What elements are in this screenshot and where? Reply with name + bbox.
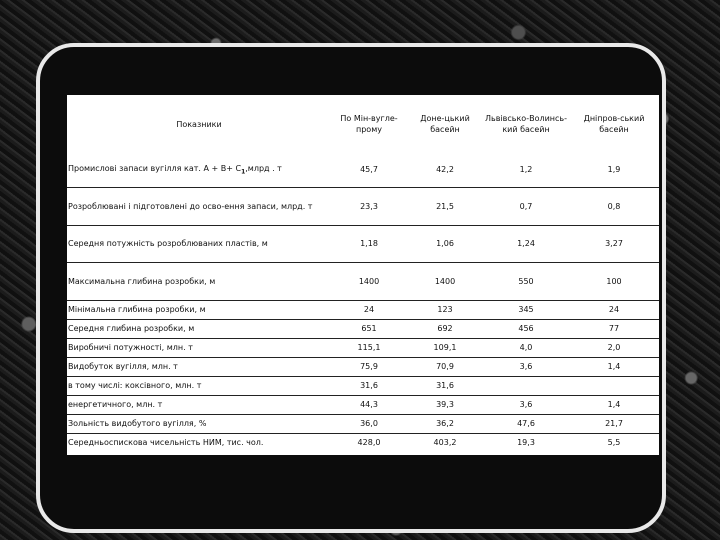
cell-value: 1400 xyxy=(434,276,456,286)
cell-value: 21,5 xyxy=(436,201,454,211)
cell-value: 109,1 xyxy=(433,343,457,352)
row-label: Максимальна глибина розробки, м xyxy=(68,276,216,286)
cell-value: 3,6 xyxy=(519,362,533,371)
cell-value: 345 xyxy=(518,305,534,314)
row-label-text: Промислові запаси вугілля кат. А + В+ С xyxy=(68,163,242,173)
cell-value: 42,2 xyxy=(436,165,454,175)
cell-value: 36,2 xyxy=(436,419,454,428)
table-row xyxy=(67,187,659,225)
header-dnipro-basin: Дніпров-ський басейн xyxy=(583,114,645,134)
cell-value: 428,0 xyxy=(357,438,381,448)
cell-value: 1,2 xyxy=(519,165,533,175)
cell-value: 403,2 xyxy=(433,438,457,448)
row-label: Виробничі потужності, млн. т xyxy=(68,343,193,352)
cell-value: 456 xyxy=(518,324,534,333)
row-label-unit: ,млрд . т xyxy=(245,163,282,173)
table-row xyxy=(67,338,659,357)
coal-indicators-table xyxy=(67,95,659,452)
header-indicators: Показники xyxy=(176,119,222,129)
cell-value: 70,9 xyxy=(436,362,454,371)
row-label xyxy=(67,153,331,187)
cell-value: 47,6 xyxy=(517,419,535,428)
cell-value: 1,4 xyxy=(607,362,621,371)
cell-value: 1,4 xyxy=(607,400,621,409)
cell-value: 19,3 xyxy=(517,438,535,448)
cell-value: 1,9 xyxy=(607,165,621,175)
row-label-subscript: 1 xyxy=(241,168,246,176)
table-row xyxy=(67,433,659,452)
cell-value: 692 xyxy=(437,324,453,333)
row-label: Видобуток вугілля, млн. т xyxy=(68,362,178,371)
cell-value: 39,3 xyxy=(436,400,454,409)
cell-value: 1,06 xyxy=(436,239,454,248)
cell-value: 3,6 xyxy=(519,400,533,409)
cell-value: 1,18 xyxy=(360,239,378,248)
cell-value: 31,6 xyxy=(360,381,378,390)
row-label: в тому числі: коксівного, млн. т xyxy=(68,381,202,390)
cell-value: 4,0 xyxy=(519,343,533,352)
cell-value: 0,8 xyxy=(607,201,621,211)
cell-value: 77 xyxy=(608,324,620,333)
table-row xyxy=(67,300,659,319)
row-label: Середньоспискова чисельність НИМ, тис. чол. xyxy=(68,438,264,448)
cell-value: 651 xyxy=(361,324,377,333)
table-row xyxy=(67,153,659,187)
cell-value: 5,5 xyxy=(607,438,621,448)
row-label: Розроблювані і підготовлені до осво-ення запаси, млрд. т xyxy=(68,201,313,211)
cell-value xyxy=(569,376,659,395)
row-label: Середня глибина розробки, м xyxy=(68,324,195,333)
cell-value: 0,7 xyxy=(519,201,533,211)
cell-value: 24 xyxy=(363,305,375,314)
cell-value: 75,9 xyxy=(360,362,378,371)
table-row xyxy=(67,376,659,395)
table-row xyxy=(67,357,659,376)
row-label: Зольність видобутого вугілля, % xyxy=(68,419,207,428)
cell-value: 36,0 xyxy=(360,419,378,428)
table-header-row xyxy=(67,95,659,153)
cell-value: 123 xyxy=(437,305,453,314)
cell-value: 31,6 xyxy=(436,381,454,390)
cell-value: 115,1 xyxy=(357,343,381,352)
cell-value: 21,7 xyxy=(605,419,623,428)
cell-value: 24 xyxy=(608,305,620,314)
cell-value xyxy=(483,376,569,395)
cell-value: 44,3 xyxy=(360,400,378,409)
row-label: Мінімальна глибина розробки, м xyxy=(68,305,206,314)
cell-value: 100 xyxy=(606,276,622,286)
cell-value: 1,24 xyxy=(517,239,535,248)
data-table-sheet xyxy=(67,95,659,455)
header-minvugleprom: По Мін-вугле-прому xyxy=(340,114,398,134)
cell-value: 550 xyxy=(518,276,534,286)
header-lviv-volyn-basin: Львівсько-Волинсь-кий басейн xyxy=(484,114,568,134)
table-row xyxy=(67,414,659,433)
cell-value: 2,0 xyxy=(607,343,621,352)
table-row xyxy=(67,395,659,414)
row-label: енергетичного, млн. т xyxy=(68,400,163,409)
table-row xyxy=(67,319,659,338)
cell-value: 3,27 xyxy=(605,239,623,248)
header-donetsk-basin: Доне-цький басейн xyxy=(420,114,470,134)
cell-value: 23,3 xyxy=(360,201,378,211)
table-row xyxy=(67,262,659,300)
row-label: Середня потужність розроблюваних пластів, м xyxy=(68,239,268,248)
table-row xyxy=(67,225,659,262)
cell-value: 1400 xyxy=(358,276,380,286)
cell-value: 45,7 xyxy=(360,165,378,175)
